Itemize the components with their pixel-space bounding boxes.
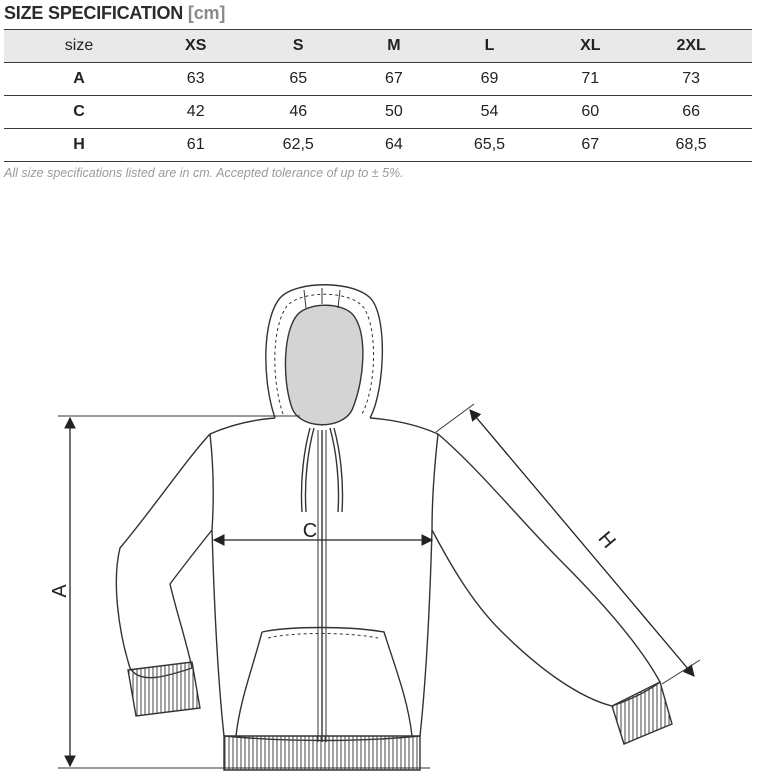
label-c: C (302, 520, 318, 542)
cell-a-2xl: 73 (630, 63, 752, 96)
page-title (4, 3, 225, 24)
table-header-row (4, 30, 752, 63)
measure-a (58, 416, 430, 768)
header-size-xl: XL (550, 30, 630, 63)
tolerance-note: All size specifications listed are in cm. Accepted tolerance of up to ± 5%. (4, 166, 404, 180)
hood-inner (285, 305, 362, 425)
waistband (224, 736, 420, 770)
cell-h-s: 62,5 (237, 129, 359, 162)
cuff-left (128, 662, 200, 716)
header-size-s: S (237, 30, 359, 63)
title-unit: [cm] (187, 3, 226, 23)
header-size-m: M (359, 30, 429, 63)
row-label-a: A (4, 63, 154, 96)
cell-c-l: 54 (429, 96, 551, 129)
row-label-c: C (4, 96, 154, 129)
cell-a-s: 65 (237, 63, 359, 96)
cell-c-s: 46 (237, 96, 359, 129)
cell-h-2xl: 68,5 (630, 129, 752, 162)
cell-h-xl: 67 (550, 129, 630, 162)
header-size-l: L (429, 30, 551, 63)
label-h: H (593, 527, 620, 553)
cell-h-xs: 61 (154, 129, 237, 162)
cell-c-xl: 60 (550, 96, 630, 129)
cell-a-m: 67 (359, 63, 429, 96)
header-size-2xl: 2XL (630, 30, 752, 63)
cell-a-xl: 71 (550, 63, 630, 96)
label-a: A (49, 584, 71, 598)
row-label-h: H (4, 129, 154, 162)
cell-c-2xl: 66 (630, 96, 752, 129)
cell-h-m: 64 (359, 129, 429, 162)
cell-h-l: 65,5 (429, 129, 551, 162)
cell-c-xs: 42 (154, 96, 237, 129)
kangaroo-pocket (236, 628, 412, 737)
table-row-a (4, 63, 752, 96)
cell-c-m: 50 (359, 96, 429, 129)
table-row-h (4, 129, 752, 162)
cell-a-xs: 63 (154, 63, 237, 96)
header-size-xs: XS (154, 30, 237, 63)
size-table (4, 29, 752, 162)
measure-h (436, 404, 700, 684)
cell-a-l: 69 (429, 63, 551, 96)
table-row-c (4, 96, 752, 129)
title-main: SIZE SPECIFICATION (4, 3, 184, 23)
hoodie-diagram (0, 270, 765, 779)
cuff-right (612, 682, 672, 744)
header-size-label: size (4, 30, 154, 63)
